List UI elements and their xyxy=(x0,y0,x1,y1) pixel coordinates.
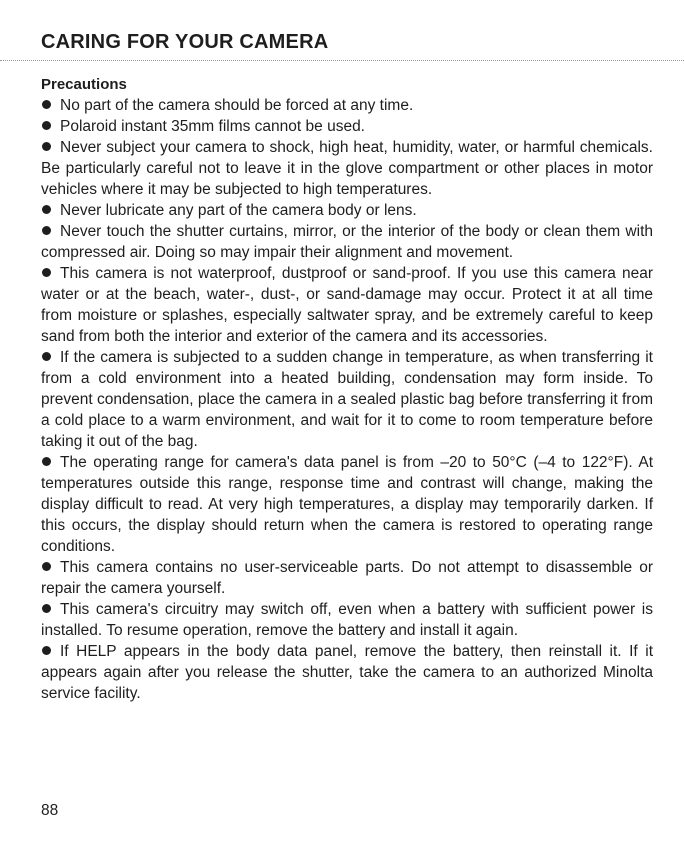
list-item xyxy=(41,347,653,452)
page-number: 88 xyxy=(41,802,59,819)
list-item xyxy=(41,221,653,263)
list-item-text: Polaroid instant 35mm films cannot be used. xyxy=(60,118,365,135)
bullet-icon xyxy=(42,352,51,361)
list-item xyxy=(41,263,653,347)
list-item xyxy=(41,599,653,641)
list-item xyxy=(41,116,653,137)
list-item xyxy=(41,137,653,200)
section-heading: Precautions xyxy=(41,76,127,93)
page-content xyxy=(41,74,653,704)
list-item-text: Never touch the shutter curtains, mirror, or the interior of the body or clean them with compressed air. Doing so may impair their alignment and movement. xyxy=(41,223,653,261)
bullet-icon xyxy=(42,604,51,613)
bullet-icon xyxy=(42,100,51,109)
list-item xyxy=(41,452,653,557)
list-item xyxy=(41,95,653,116)
list-item-text: If HELP appears in the body data panel, remove the battery, then reinstall it. If it appears again after you release the shutter, take the camera to an authorized Minolta service facility. xyxy=(41,643,653,702)
list-item-text: No part of the camera should be forced at any time. xyxy=(60,97,414,114)
bullet-icon xyxy=(42,205,51,214)
bullet-icon xyxy=(42,142,51,151)
bullet-icon xyxy=(42,646,51,655)
list-item-text: This camera's circuitry may switch off, even when a battery with sufficient power is installed. To resume operation, remove the battery and install it again. xyxy=(41,601,653,639)
list-item-text: This camera is not waterproof, dustproof or sand-proof. If you use this camera near water or at the beach, water-, dust-, or sand-damage may occur. Protect it at all time from moisture or splashes, especially saltwater spray, and be extremely careful to keep sand from both the interior and exterior of the camera and its accessories. xyxy=(41,265,653,345)
list-item-text: The operating range for camera's data panel is from –20 to 50°C (–4 to 122°F). At temperatures outside this range, response time and contrast will change, making the display difficult to read. At very high temperatures, a display may temporarily darken. If this occurs, the display should return when the camera is restored to operating range conditions. xyxy=(41,454,653,555)
list-item xyxy=(41,557,653,599)
bullet-icon xyxy=(42,226,51,235)
title-divider xyxy=(0,60,684,61)
bullet-icon xyxy=(42,268,51,277)
list-item-text: This camera contains no user-serviceable parts. Do not attempt to disassemble or repair the camera yourself. xyxy=(41,559,653,597)
list-item-text: If the camera is subjected to a sudden change in temperature, as when transferring it from a cold environment into a heated building, condensation may form inside. To prevent condensation, place the camera in a sealed plastic bag before transferring it from a cold place to a warm environment, and wait for it to come to room temperature before taking it out of the bag. xyxy=(41,349,653,450)
page-title: CARING FOR YOUR CAMERA xyxy=(41,31,329,53)
list-item xyxy=(41,641,653,704)
list-item-text: Never subject your camera to shock, high heat, humidity, water, or harmful chemicals. Be particularly careful not to leave it in the glove compartment or other places in motor vehicles where it may be subjected to high temperatures. xyxy=(41,139,653,198)
list-item-text: Never lubricate any part of the camera body or lens. xyxy=(60,202,417,219)
list-item xyxy=(41,200,653,221)
bullet-icon xyxy=(42,562,51,571)
bullet-icon xyxy=(42,121,51,130)
bullet-icon xyxy=(42,457,51,466)
precautions-list xyxy=(41,95,653,704)
